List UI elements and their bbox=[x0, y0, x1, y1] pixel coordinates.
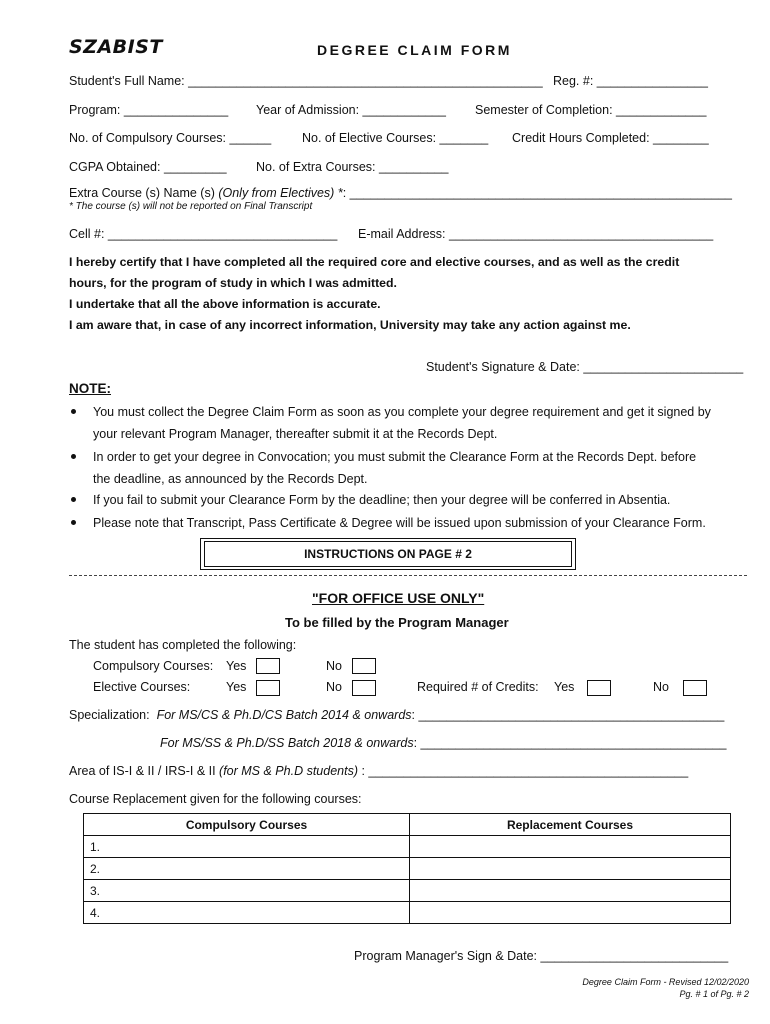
extra-course-name-qualifier: (Only from Electives) * bbox=[218, 186, 343, 200]
table-row bbox=[84, 836, 731, 858]
area-field[interactable] bbox=[69, 764, 688, 778]
area-label: Area of IS-I & II / IRS-I & II bbox=[69, 764, 220, 778]
year-of-admission-field[interactable]: Year of Admission: ____________ bbox=[256, 103, 446, 117]
extra-course-name-field[interactable] bbox=[69, 186, 732, 200]
extra-courses-field[interactable]: No. of Extra Courses: __________ bbox=[256, 160, 449, 174]
semester-of-completion-field[interactable]: Semester of Completion: _____________ bbox=[475, 103, 707, 117]
compulsory-yes-checkbox[interactable] bbox=[256, 658, 280, 674]
table-row bbox=[84, 880, 731, 902]
specialization-cs-field[interactable] bbox=[69, 708, 724, 722]
program-manager-sign-field[interactable]: Program Manager's Sign & Date: ___________________________ bbox=[354, 949, 729, 963]
certification-line-1: I hereby certify that I have completed all the required core and elective courses, and as well as the credit bbox=[69, 255, 680, 269]
replacement-course-cell[interactable] bbox=[410, 880, 731, 902]
elective-no-checkbox[interactable] bbox=[352, 680, 376, 696]
email-field[interactable]: E-mail Address: ______________________________________ bbox=[358, 227, 714, 241]
cgpa-field[interactable]: CGPA Obtained: _________ bbox=[69, 160, 227, 174]
compulsory-yes-label: Yes bbox=[226, 659, 247, 673]
elective-courses-label: Elective Courses: bbox=[93, 680, 191, 694]
note-item-2-line-2: the deadline, as announced by the Records Dept. bbox=[93, 472, 368, 486]
cut-line-divider bbox=[69, 575, 747, 576]
note-item-3: If you fail to submit your Clearance Form by the deadline; then your degree will be conferred in Absentia. bbox=[93, 493, 671, 507]
specialization-ss-label: For MS/SS & Ph.D/SS Batch 2018 & onwards bbox=[160, 736, 414, 750]
student-signature-field[interactable]: Student's Signature & Date: _______________________ bbox=[426, 360, 744, 374]
form-title: DEGREE CLAIM FORM bbox=[317, 42, 512, 58]
reg-number-field[interactable]: Reg. #: ________________ bbox=[553, 74, 709, 88]
compulsory-courses-header: Compulsory Courses bbox=[84, 814, 410, 836]
elective-courses-field[interactable]: No. of Elective Courses: _______ bbox=[302, 131, 489, 145]
specialization-ss-field[interactable] bbox=[160, 736, 726, 750]
replacement-course-cell[interactable] bbox=[410, 902, 731, 924]
program-field[interactable]: Program: _______________ bbox=[69, 103, 229, 117]
course-replacement-label: Course Replacement given for the following courses: bbox=[69, 792, 362, 806]
elective-yes-checkbox[interactable] bbox=[256, 680, 280, 696]
bullet-icon bbox=[71, 409, 76, 414]
compulsory-course-cell[interactable]: 3. bbox=[84, 880, 410, 902]
table-row bbox=[84, 902, 731, 924]
area-qualifier: (for MS & Ph.D students) bbox=[219, 764, 358, 778]
instructions-box: INSTRUCTIONS ON PAGE # 2 bbox=[204, 541, 572, 567]
cell-field[interactable]: Cell #: _________________________________ bbox=[69, 227, 338, 241]
note-item-1-line-2: your relevant Program Manager, thereafter submit it at the Records Dept. bbox=[93, 427, 498, 441]
certification-line-2: hours, for the program of study in which I was admitted. bbox=[69, 276, 397, 290]
bullet-icon bbox=[71, 520, 76, 525]
office-use-heading: "FOR OFFICE USE ONLY" bbox=[312, 590, 485, 606]
elective-no-label: No bbox=[326, 680, 342, 694]
specialization-ss-line: : ____________________________________________ bbox=[413, 736, 727, 750]
table-row bbox=[84, 858, 731, 880]
compulsory-no-checkbox[interactable] bbox=[352, 658, 376, 674]
extra-course-name-line: : _______________________________________________________ bbox=[342, 186, 732, 200]
compulsory-course-cell[interactable]: 2. bbox=[84, 858, 410, 880]
certification-line-4: I am aware that, in case of any incorrect information, University may take any action against me. bbox=[69, 318, 631, 332]
note-item-4: Please note that Transcript, Pass Certificate & Degree will be issued upon submission of your Clearance Form. bbox=[93, 516, 706, 530]
note-item-2 bbox=[93, 446, 748, 490]
szabist-logo: SZABIST bbox=[69, 36, 163, 58]
certification-line-3: I undertake that all the above information is accurate. bbox=[69, 297, 381, 311]
required-credits-label: Required # of Credits: bbox=[417, 680, 539, 694]
area-line: : ______________________________________________ bbox=[357, 764, 689, 778]
footer-page-number: Pg. # 1 of Pg. # 2 bbox=[679, 989, 749, 999]
bullet-icon bbox=[71, 497, 76, 502]
compulsory-no-label: No bbox=[326, 659, 342, 673]
specialization-cs-line: : ____________________________________________ bbox=[411, 708, 725, 722]
note-item-2-line-1: In order to get your degree in Convocation; you must submit the Clearance Form at the Records Dept. before bbox=[93, 450, 697, 464]
office-use-subheading: To be filled by the Program Manager bbox=[285, 615, 509, 630]
compulsory-course-cell[interactable]: 4. bbox=[84, 902, 410, 924]
credits-yes-label: Yes bbox=[554, 680, 575, 694]
extra-course-name-label: Extra Course (s) Name (s) bbox=[69, 186, 219, 200]
replacement-course-cell[interactable] bbox=[410, 836, 731, 858]
elective-yes-label: Yes bbox=[226, 680, 247, 694]
full-name-field[interactable]: Student's Full Name: ___________________________________________________ bbox=[69, 74, 543, 88]
compulsory-courses-field[interactable]: No. of Compulsory Courses: ______ bbox=[69, 131, 272, 145]
note-item-1 bbox=[93, 401, 748, 445]
credit-hours-field[interactable]: Credit Hours Completed: ________ bbox=[512, 131, 709, 145]
replacement-course-cell[interactable] bbox=[410, 858, 731, 880]
credits-no-checkbox[interactable] bbox=[683, 680, 707, 696]
completed-following-label: The student has completed the following: bbox=[69, 638, 297, 652]
note-item-1-line-1: You must collect the Degree Claim Form as soon as you complete your degree requirement and get it signed by bbox=[93, 405, 711, 419]
bullet-icon bbox=[71, 454, 76, 459]
compulsory-course-cell[interactable]: 1. bbox=[84, 836, 410, 858]
course-replacement-table bbox=[83, 813, 731, 924]
credits-yes-checkbox[interactable] bbox=[587, 680, 611, 696]
note-heading: NOTE: bbox=[69, 381, 111, 396]
footer-revision: Degree Claim Form - Revised 12/02/2020 bbox=[582, 977, 749, 987]
replacement-courses-header: Replacement Courses bbox=[410, 814, 731, 836]
credits-no-label: No bbox=[653, 680, 669, 694]
extra-course-note: * The course (s) will not be reported on Final Transcript bbox=[69, 201, 313, 212]
specialization-label: Specialization: bbox=[69, 708, 150, 722]
specialization-cs-label: For MS/CS & Ph.D/CS Batch 2014 & onwards bbox=[156, 708, 412, 722]
compulsory-courses-label: Compulsory Courses: bbox=[93, 659, 214, 673]
